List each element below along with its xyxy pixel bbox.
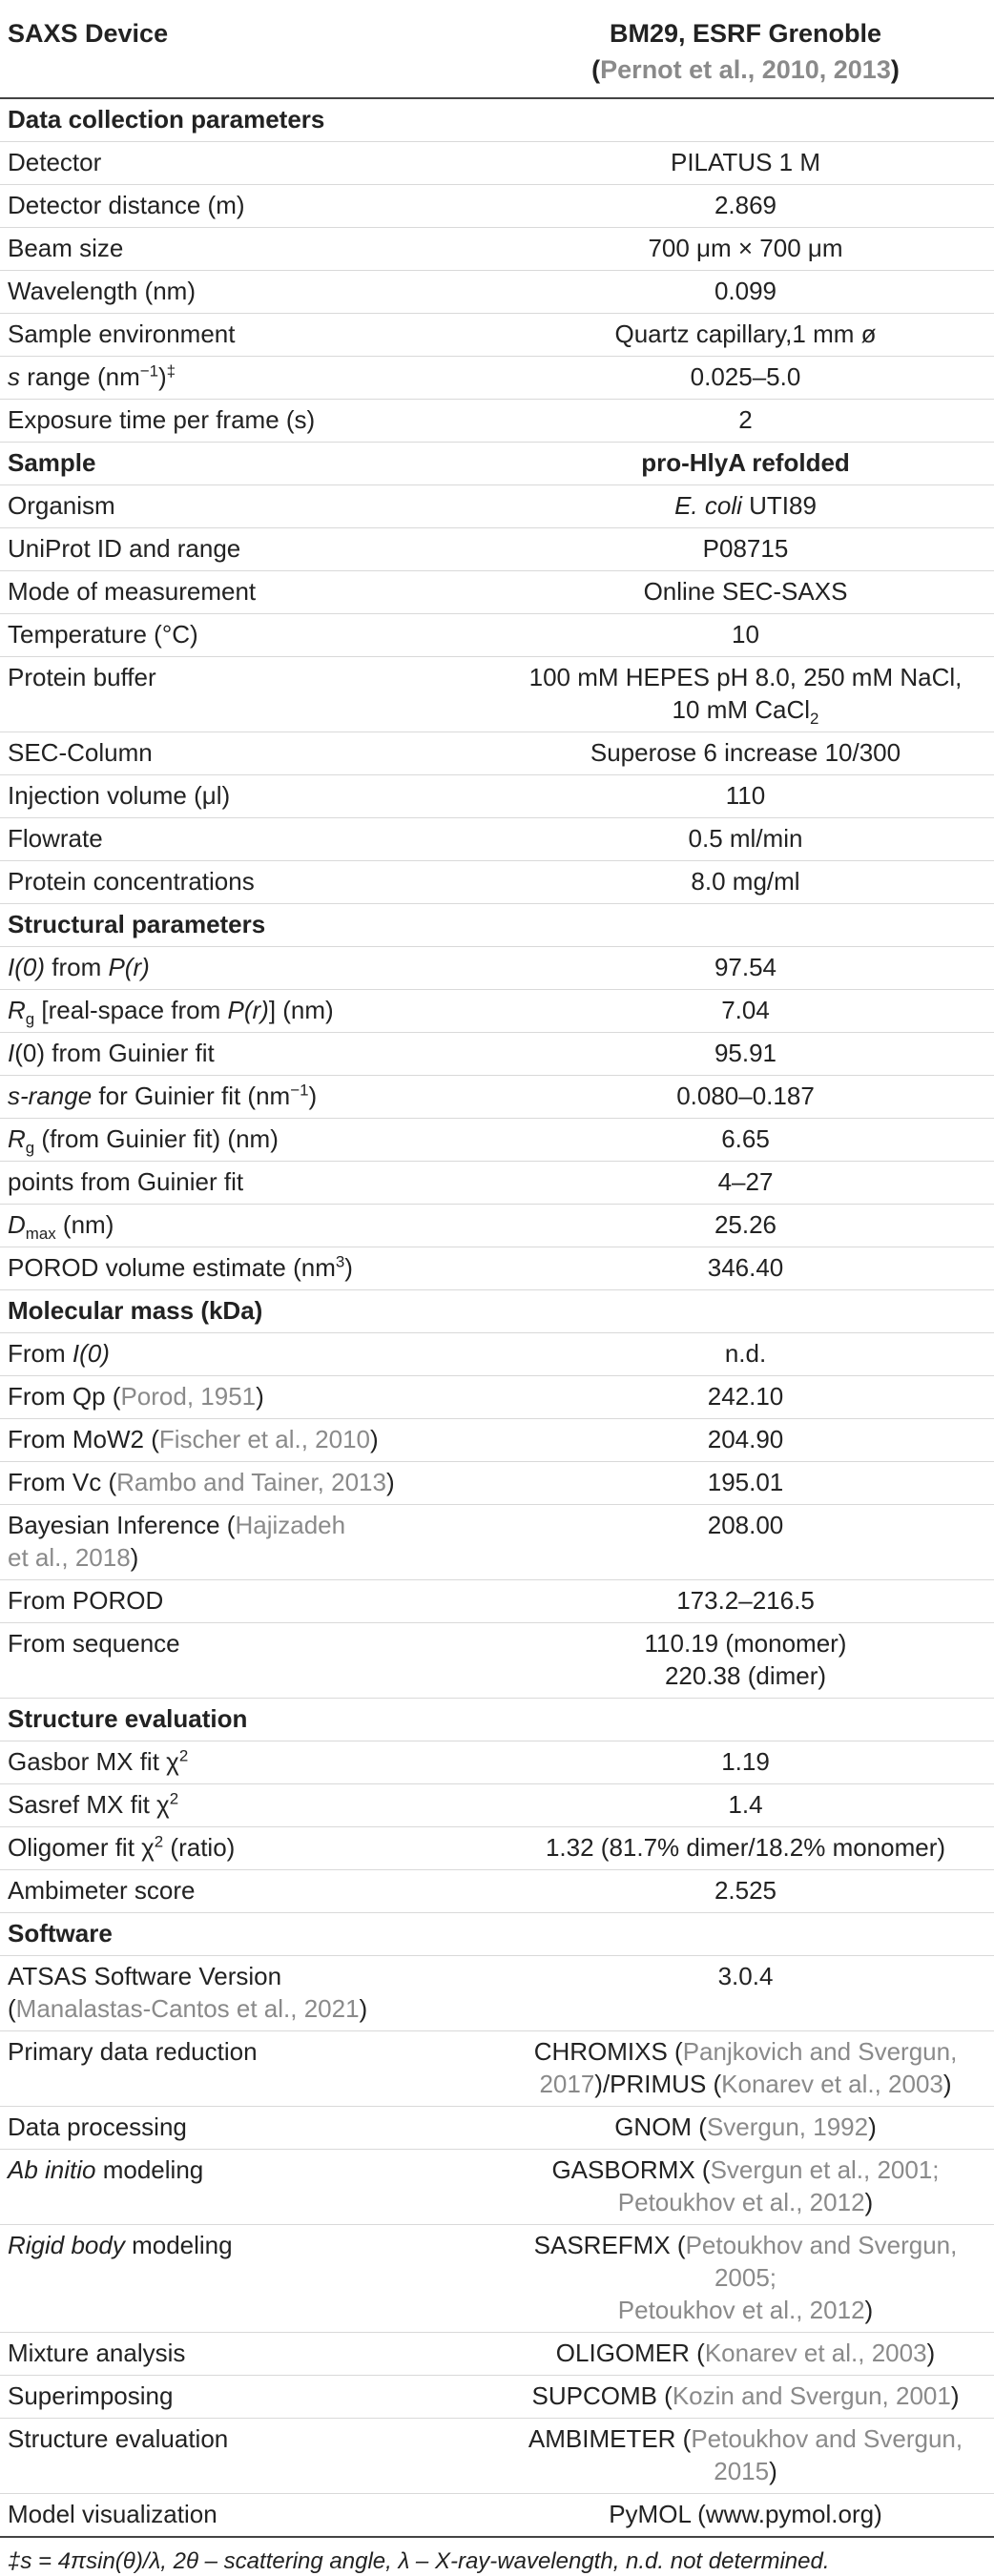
parameter-label: From Vc (Rambo and Tainer, 2013) xyxy=(0,1462,497,1505)
citation-link[interactable]: Petoukhov and Svergun, 2005; Petoukhov et al., 2012 xyxy=(617,2231,958,2324)
table-row xyxy=(0,1784,994,1827)
parameter-label: Ambimeter score xyxy=(0,1870,497,1913)
parameter-value: PILATUS 1 M xyxy=(497,142,994,185)
parameter-value: 242.10 xyxy=(497,1376,994,1419)
section-row xyxy=(0,1290,994,1333)
header-device-name: BM29, ESRF Grenoble xyxy=(609,19,882,48)
parameter-label: From sequence xyxy=(0,1623,497,1699)
table-row xyxy=(0,1827,994,1870)
table-row xyxy=(0,1162,994,1205)
parameter-label: Mixture analysis xyxy=(0,2333,497,2376)
table-row xyxy=(0,1870,994,1913)
header-reference-link[interactable]: Pernot et al., 2010, 2013 xyxy=(600,55,891,84)
table-row xyxy=(0,142,994,185)
table-row xyxy=(0,2494,994,2538)
citation-link[interactable]: Petoukhov and Svergun, 2015 xyxy=(691,2424,963,2485)
parameter-label: Structure evaluation xyxy=(0,2419,497,2494)
parameter-value: GASBORMX (Svergun et al., 2001; Petoukhov et al., 2012) xyxy=(497,2150,994,2225)
parameter-value: 0.099 xyxy=(497,271,994,314)
section-title: Software xyxy=(0,1913,497,1956)
parameter-value: 3.0.4 xyxy=(497,1956,994,2031)
table-footnote: ‡s = 4πsin(θ)/λ, 2θ – scattering angle, λ – X-ray-wavelength, n.d. not determined. xyxy=(8,2548,830,2574)
table-row xyxy=(0,2150,994,2225)
table-row xyxy=(0,485,994,528)
parameter-label: Organism xyxy=(0,485,497,528)
table-row xyxy=(0,775,994,818)
table-row xyxy=(0,571,994,614)
parameter-label: Rigid body modeling xyxy=(0,2225,497,2333)
parameter-value: 173.2–216.5 xyxy=(497,1580,994,1623)
parameter-value: 346.40 xyxy=(497,1247,994,1290)
parameter-label: Data processing xyxy=(0,2107,497,2150)
citation-link[interactable]: Svergun, 1992 xyxy=(706,2112,869,2141)
parameter-label: Protein buffer xyxy=(0,657,497,732)
parameter-label: POROD volume estimate $(nm^3)$ xyxy=(0,1247,497,1290)
table-row xyxy=(0,1580,994,1623)
table-row xyxy=(0,1741,994,1784)
header-device-reference: (Pernot et al., 2010, 2013) xyxy=(591,55,900,84)
citation-link[interactable]: Hajizadeh et al., 2018 xyxy=(8,1511,346,1572)
citation-link[interactable]: Konarev et al., 2003 xyxy=(704,2339,927,2367)
table-row xyxy=(0,1623,994,1699)
table-row xyxy=(0,2225,994,2333)
parameter-value: PyMOL (www.pymol.org) xyxy=(497,2494,994,2538)
parameter-value: Online SEC-SAXS xyxy=(497,571,994,614)
section-title: Sample xyxy=(0,443,497,485)
section-title: Data collection parameters xyxy=(0,98,497,142)
parameter-value: Superose 6 increase 10/300 xyxy=(497,732,994,775)
section-title: Structure evaluation xyxy=(0,1699,497,1741)
parameter-label: Oligomer fit $\chi^2$ (ratio) xyxy=(0,1827,497,1870)
parameter-value: 97.54 xyxy=(497,947,994,990)
parameter-value: 7.04 xyxy=(497,990,994,1033)
table-row xyxy=(0,1333,994,1376)
table-row xyxy=(0,614,994,657)
table-row xyxy=(0,2031,994,2107)
parameter-value: GNOM (Svergun, 1992) xyxy=(497,2107,994,2150)
parameter-value: pro-HlyA refolded xyxy=(497,443,994,485)
parameter-label: Superimposing xyxy=(0,2376,497,2419)
parameter-label: Flowrate xyxy=(0,818,497,861)
header-device-info xyxy=(497,11,994,98)
parameter-label: UniProt ID and range xyxy=(0,528,497,571)
header-saxs-device: SAXS Device xyxy=(0,11,497,98)
parameter-label: Sasref MX fit $\chi^2$ xyxy=(0,1784,497,1827)
parameter-label: points from Guinier fit xyxy=(0,1162,497,1205)
citation-link[interactable]: Rambo and Tainer, 2013 xyxy=(116,1468,386,1496)
citation-link[interactable]: Porod, 1951 xyxy=(120,1382,257,1411)
parameter-value: 1.19 xyxy=(497,1741,994,1784)
parameter-value xyxy=(497,904,994,947)
table-row xyxy=(0,400,994,443)
parameter-value: AMBIMETER (Petoukhov and Svergun, 2015) xyxy=(497,2419,994,2494)
parameter-label: Injection volume (μl) xyxy=(0,775,497,818)
parameter-value: 0.025–5.0 xyxy=(497,357,994,400)
parameter-label: Primary data reduction xyxy=(0,2031,497,2107)
table-row xyxy=(0,185,994,228)
parameter-value: SASREFMX (Petoukhov and Svergun, 2005; Petoukhov et al., 2012) xyxy=(497,2225,994,2333)
citation-link[interactable]: Panjkovich and Svergun, 2017 xyxy=(539,2037,958,2098)
parameter-label: From MoW2 (Fischer et al., 2010) xyxy=(0,1419,497,1462)
parameter-value: 2.869 xyxy=(497,185,994,228)
table-header-row xyxy=(0,11,994,98)
parameter-value: n.d. xyxy=(497,1333,994,1376)
parameter-value: 0.5 ml/min xyxy=(497,818,994,861)
parameter-value: 100 mM HEPES pH 8.0, 250 mM NaCl, 10 mM CaCl$_2$ xyxy=(497,657,994,732)
table-row xyxy=(0,657,994,732)
parameter-value: P08715 xyxy=(497,528,994,571)
table-row xyxy=(0,314,994,357)
section-row xyxy=(0,1699,994,1741)
parameter-label: I(0) from P(r) xyxy=(0,947,497,990)
parameter-label: From Qp (Porod, 1951) xyxy=(0,1376,497,1419)
parameter-value: E. coli UTI89 xyxy=(497,485,994,528)
table-row xyxy=(0,357,994,400)
parameter-label: Temperature (°C) xyxy=(0,614,497,657)
table-row xyxy=(0,861,994,904)
parameter-value: 95.91 xyxy=(497,1033,994,1076)
table-row xyxy=(0,1376,994,1419)
parameter-value: 25.26 xyxy=(497,1205,994,1247)
section-row xyxy=(0,1913,994,1956)
section-row xyxy=(0,904,994,947)
parameter-label: Beam size xyxy=(0,228,497,271)
parameter-value xyxy=(497,1290,994,1333)
parameter-value: 10 xyxy=(497,614,994,657)
table-row xyxy=(0,271,994,314)
parameter-value: 2 xyxy=(497,400,994,443)
parameter-label: Protein concentrations xyxy=(0,861,497,904)
parameter-label: $R_g$ (from Guinier fit) (nm) xyxy=(0,1119,497,1162)
table-row xyxy=(0,528,994,571)
parameter-label: Detector distance (m) xyxy=(0,185,497,228)
table-row xyxy=(0,1956,994,2031)
parameter-value: 700 μm × 700 μm xyxy=(497,228,994,271)
parameter-value: 1.32 (81.7% dimer/18.2% monomer) xyxy=(497,1827,994,1870)
parameter-value: CHROMIXS (Panjkovich and Svergun, 2017)/PRIMUS (Konarev et al., 2003) xyxy=(497,2031,994,2107)
parameter-label: SEC-Column xyxy=(0,732,497,775)
table-row xyxy=(0,818,994,861)
parameter-label: Mode of measurement xyxy=(0,571,497,614)
parameter-label: Wavelength (nm) xyxy=(0,271,497,314)
parameter-value: 4–27 xyxy=(497,1162,994,1205)
parameter-value: 0.080–0.187 xyxy=(497,1076,994,1119)
parameter-value: 2.525 xyxy=(497,1870,994,1913)
table-row xyxy=(0,2107,994,2150)
table-row xyxy=(0,1462,994,1505)
parameter-label: Model visualization xyxy=(0,2494,497,2538)
parameter-value: 6.65 xyxy=(497,1119,994,1162)
parameter-value: 1.4 xyxy=(497,1784,994,1827)
table-row xyxy=(0,1119,994,1162)
parameter-value xyxy=(497,1699,994,1741)
parameter-label: s range $(nm^{-1})^\ddagger$ xyxy=(0,357,497,400)
parameter-label: Gasbor MX fit $\chi^2$ xyxy=(0,1741,497,1784)
table-row xyxy=(0,1076,994,1119)
section-title: Structural parameters xyxy=(0,904,497,947)
parameter-label: ATSAS Software Version (Manalastas-Cantos et al., 2021) xyxy=(0,1956,497,2031)
parameter-label: $D_{max}$ (nm) xyxy=(0,1205,497,1247)
table-row xyxy=(0,990,994,1033)
parameter-label: Exposure time per frame (s) xyxy=(0,400,497,443)
table-row xyxy=(0,1247,994,1290)
table-row xyxy=(0,947,994,990)
table-row xyxy=(0,228,994,271)
parameter-label: s-range for Guinier fit $(nm^{-1})$ xyxy=(0,1076,497,1119)
parameter-label: I(0) from Guinier fit xyxy=(0,1033,497,1076)
citation-link[interactable]: Fischer et al., 2010 xyxy=(158,1425,371,1453)
parameter-value xyxy=(497,1913,994,1956)
parameter-value: 110 xyxy=(497,775,994,818)
table-row xyxy=(0,2376,994,2419)
parameter-value: 195.01 xyxy=(497,1462,994,1505)
citation-link[interactable]: Kozin and Svergun, 2001 xyxy=(672,2381,951,2410)
parameter-label: Ab initio modeling xyxy=(0,2150,497,2225)
parameter-value: 204.90 xyxy=(497,1419,994,1462)
table-row xyxy=(0,2333,994,2376)
table-row xyxy=(0,1505,994,1580)
parameter-label: Detector xyxy=(0,142,497,185)
parameter-label: Bayesian Inference (Hajizadeh et al., 2018) xyxy=(0,1505,497,1580)
parameter-label: $R_g$ [real-space from P(r)] (nm) xyxy=(0,990,497,1033)
parameter-label: Sample environment xyxy=(0,314,497,357)
citation-link[interactable]: Svergun et al., 2001; Petoukhov et al., 2012 xyxy=(617,2155,940,2216)
citation-link[interactable]: Konarev et al., 2003 xyxy=(721,2070,943,2098)
parameter-value: SUPCOMB (Kozin and Svergun, 2001) xyxy=(497,2376,994,2419)
table-row xyxy=(0,2419,994,2494)
section-row xyxy=(0,98,994,142)
section-row xyxy=(0,443,994,485)
table-body xyxy=(0,98,994,2537)
parameter-value: 110.19 (monomer) 220.38 (dimer) xyxy=(497,1623,994,1699)
parameter-value: 208.00 xyxy=(497,1505,994,1580)
parameter-value: Quartz capillary,1 mm ø xyxy=(497,314,994,357)
table-row xyxy=(0,1419,994,1462)
table-row xyxy=(0,732,994,775)
parameter-label: From I(0) xyxy=(0,1333,497,1376)
saxs-parameters-table xyxy=(0,11,994,2538)
citation-link[interactable]: Manalastas-Cantos et al., 2021 xyxy=(15,1994,360,2023)
table-row xyxy=(0,1205,994,1247)
section-title: Molecular mass (kDa) xyxy=(0,1290,497,1333)
parameter-label: From POROD xyxy=(0,1580,497,1623)
parameter-value: 8.0 mg/ml xyxy=(497,861,994,904)
table-row xyxy=(0,1033,994,1076)
parameter-value: OLIGOMER (Konarev et al., 2003) xyxy=(497,2333,994,2376)
parameter-value xyxy=(497,98,994,142)
